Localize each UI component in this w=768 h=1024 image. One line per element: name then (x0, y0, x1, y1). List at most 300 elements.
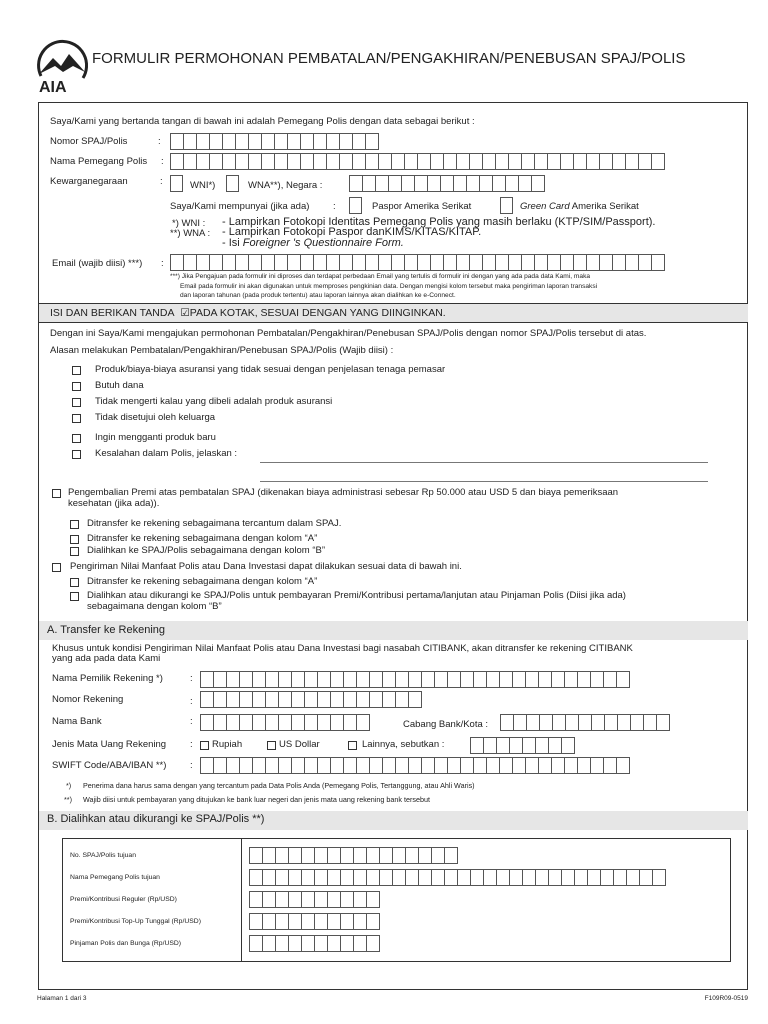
char-cell[interactable] (317, 671, 331, 688)
char-cell[interactable] (314, 869, 328, 886)
char-cell[interactable] (547, 254, 561, 271)
char-cell[interactable] (612, 254, 626, 271)
wna-checkbox[interactable] (226, 175, 239, 192)
char-cell[interactable] (612, 153, 626, 170)
reason-checkbox[interactable] (72, 366, 81, 375)
refund-option-checkbox[interactable] (70, 535, 79, 544)
char-cell[interactable] (301, 913, 315, 930)
char-cell[interactable] (356, 757, 370, 774)
char-cell[interactable] (278, 757, 292, 774)
char-cell[interactable] (330, 691, 344, 708)
char-cell[interactable] (291, 691, 305, 708)
reason-checkbox[interactable] (72, 414, 81, 423)
rupiah-checkbox[interactable] (200, 741, 209, 750)
char-cell[interactable] (248, 153, 262, 170)
char-cell[interactable] (470, 737, 484, 754)
char-cell[interactable] (565, 714, 579, 731)
char-cell[interactable] (625, 153, 639, 170)
char-cell[interactable] (460, 757, 474, 774)
char-cell[interactable] (521, 254, 535, 271)
char-cell[interactable] (252, 757, 266, 774)
char-cell[interactable] (460, 671, 474, 688)
char-cell[interactable] (366, 869, 380, 886)
char-cell[interactable] (314, 847, 328, 864)
benefit-checkbox[interactable] (52, 563, 61, 572)
char-cell[interactable] (291, 714, 305, 731)
char-cell[interactable] (170, 254, 184, 271)
char-cell[interactable] (651, 254, 665, 271)
char-cell[interactable] (586, 254, 600, 271)
char-cell[interactable] (252, 691, 266, 708)
char-cell[interactable] (564, 757, 578, 774)
char-cell[interactable] (574, 869, 588, 886)
char-cell[interactable] (209, 133, 223, 150)
char-cell[interactable] (577, 671, 591, 688)
char-cell[interactable] (262, 847, 276, 864)
char-cell[interactable] (314, 913, 328, 930)
char-cell[interactable] (434, 671, 448, 688)
char-cell[interactable] (427, 175, 441, 192)
char-cell[interactable] (405, 869, 419, 886)
char-cell[interactable] (222, 254, 236, 271)
branch-input[interactable] (500, 714, 669, 731)
char-cell[interactable] (564, 671, 578, 688)
char-cell[interactable] (288, 869, 302, 886)
reason-checkbox[interactable] (72, 450, 81, 459)
char-cell[interactable] (304, 714, 318, 731)
char-cell[interactable] (518, 175, 532, 192)
char-cell[interactable] (261, 133, 275, 150)
char-cell[interactable] (509, 737, 523, 754)
char-cell[interactable] (444, 847, 458, 864)
char-cell[interactable] (235, 153, 249, 170)
char-cell[interactable] (512, 757, 526, 774)
char-cell[interactable] (561, 737, 575, 754)
reason-checkbox[interactable] (72, 398, 81, 407)
char-cell[interactable] (213, 714, 227, 731)
swift-input[interactable] (200, 757, 629, 774)
char-cell[interactable] (304, 757, 318, 774)
char-cell[interactable] (249, 891, 263, 908)
char-cell[interactable] (275, 913, 289, 930)
char-cell[interactable] (521, 153, 535, 170)
char-cell[interactable] (365, 133, 379, 150)
char-cell[interactable] (249, 935, 263, 952)
char-cell[interactable] (353, 913, 367, 930)
char-cell[interactable] (340, 935, 354, 952)
char-cell[interactable] (599, 153, 613, 170)
char-cell[interactable] (548, 869, 562, 886)
char-cell[interactable] (343, 691, 357, 708)
char-cell[interactable] (418, 847, 432, 864)
char-cell[interactable] (469, 254, 483, 271)
char-cell[interactable] (262, 935, 276, 952)
char-cell[interactable] (288, 847, 302, 864)
char-cell[interactable] (301, 847, 315, 864)
bank-name-input[interactable] (200, 714, 369, 731)
char-cell[interactable] (239, 691, 253, 708)
char-cell[interactable] (226, 671, 240, 688)
char-cell[interactable] (404, 254, 418, 271)
char-cell[interactable] (643, 714, 657, 731)
char-cell[interactable] (352, 254, 366, 271)
char-cell[interactable] (200, 757, 214, 774)
char-cell[interactable] (366, 847, 380, 864)
reason-checkbox[interactable] (72, 434, 81, 443)
char-cell[interactable] (262, 913, 276, 930)
char-cell[interactable] (447, 757, 461, 774)
char-cell[interactable] (366, 935, 380, 952)
char-cell[interactable] (275, 869, 289, 886)
table-row-input[interactable] (249, 913, 379, 930)
char-cell[interactable] (170, 153, 184, 170)
char-cell[interactable] (551, 757, 565, 774)
char-cell[interactable] (200, 671, 214, 688)
char-cell[interactable] (391, 153, 405, 170)
char-cell[interactable] (388, 175, 402, 192)
account-owner-input[interactable] (200, 671, 629, 688)
explanation-line[interactable] (260, 462, 708, 463)
char-cell[interactable] (573, 254, 587, 271)
char-cell[interactable] (288, 891, 302, 908)
char-cell[interactable] (590, 671, 604, 688)
char-cell[interactable] (265, 714, 279, 731)
char-cell[interactable] (604, 714, 618, 731)
account-number-input[interactable] (200, 691, 421, 708)
char-cell[interactable] (239, 714, 253, 731)
char-cell[interactable] (444, 869, 458, 886)
char-cell[interactable] (249, 847, 263, 864)
char-cell[interactable] (408, 671, 422, 688)
char-cell[interactable] (391, 254, 405, 271)
char-cell[interactable] (431, 847, 445, 864)
char-cell[interactable] (183, 133, 197, 150)
char-cell[interactable] (421, 671, 435, 688)
char-cell[interactable] (317, 691, 331, 708)
char-cell[interactable] (365, 153, 379, 170)
char-cell[interactable] (366, 913, 380, 930)
char-cell[interactable] (587, 869, 601, 886)
char-cell[interactable] (482, 153, 496, 170)
char-cell[interactable] (340, 847, 354, 864)
char-cell[interactable] (248, 254, 262, 271)
char-cell[interactable] (339, 254, 353, 271)
char-cell[interactable] (525, 671, 539, 688)
char-cell[interactable] (378, 254, 392, 271)
char-cell[interactable] (496, 869, 510, 886)
char-cell[interactable] (327, 869, 341, 886)
char-cell[interactable] (395, 671, 409, 688)
char-cell[interactable] (301, 935, 315, 952)
char-cell[interactable] (249, 869, 263, 886)
char-cell[interactable] (278, 671, 292, 688)
char-cell[interactable] (440, 175, 454, 192)
char-cell[interactable] (470, 869, 484, 886)
char-cell[interactable] (630, 714, 644, 731)
char-cell[interactable] (404, 153, 418, 170)
char-cell[interactable] (196, 254, 210, 271)
char-cell[interactable] (222, 153, 236, 170)
char-cell[interactable] (508, 153, 522, 170)
char-cell[interactable] (535, 737, 549, 754)
char-cell[interactable] (430, 254, 444, 271)
char-cell[interactable] (287, 153, 301, 170)
char-cell[interactable] (453, 175, 467, 192)
char-cell[interactable] (414, 175, 428, 192)
char-cell[interactable] (443, 153, 457, 170)
char-cell[interactable] (343, 714, 357, 731)
char-cell[interactable] (431, 869, 445, 886)
char-cell[interactable] (492, 175, 506, 192)
table-row-input[interactable] (249, 891, 379, 908)
char-cell[interactable] (382, 691, 396, 708)
char-cell[interactable] (369, 691, 383, 708)
char-cell[interactable] (382, 671, 396, 688)
char-cell[interactable] (356, 691, 370, 708)
char-cell[interactable] (304, 691, 318, 708)
char-cell[interactable] (327, 913, 341, 930)
char-cell[interactable] (625, 254, 639, 271)
char-cell[interactable] (473, 757, 487, 774)
char-cell[interactable] (473, 671, 487, 688)
country-input[interactable] (349, 175, 544, 192)
char-cell[interactable] (326, 153, 340, 170)
char-cell[interactable] (291, 757, 305, 774)
usd-checkbox[interactable] (267, 741, 276, 750)
wni-checkbox[interactable] (170, 175, 183, 192)
char-cell[interactable] (375, 175, 389, 192)
reason-checkbox[interactable] (72, 382, 81, 391)
char-cell[interactable] (509, 869, 523, 886)
char-cell[interactable] (262, 869, 276, 886)
char-cell[interactable] (486, 671, 500, 688)
refund-checkbox[interactable] (52, 489, 61, 498)
char-cell[interactable] (616, 671, 630, 688)
char-cell[interactable] (526, 714, 540, 731)
char-cell[interactable] (274, 153, 288, 170)
char-cell[interactable] (265, 671, 279, 688)
char-cell[interactable] (340, 891, 354, 908)
char-cell[interactable] (405, 847, 419, 864)
char-cell[interactable] (531, 175, 545, 192)
char-cell[interactable] (392, 847, 406, 864)
char-cell[interactable] (638, 153, 652, 170)
char-cell[interactable] (538, 671, 552, 688)
char-cell[interactable] (616, 757, 630, 774)
char-cell[interactable] (330, 671, 344, 688)
char-cell[interactable] (352, 133, 366, 150)
char-cell[interactable] (408, 757, 422, 774)
char-cell[interactable] (539, 714, 553, 731)
char-cell[interactable] (226, 714, 240, 731)
char-cell[interactable] (499, 671, 513, 688)
table-row-input[interactable] (249, 935, 379, 952)
char-cell[interactable] (314, 935, 328, 952)
char-cell[interactable] (349, 175, 363, 192)
char-cell[interactable] (639, 869, 653, 886)
char-cell[interactable] (239, 671, 253, 688)
char-cell[interactable] (551, 671, 565, 688)
char-cell[interactable] (252, 714, 266, 731)
char-cell[interactable] (513, 714, 527, 731)
char-cell[interactable] (300, 254, 314, 271)
char-cell[interactable] (369, 671, 383, 688)
char-cell[interactable] (353, 847, 367, 864)
char-cell[interactable] (317, 714, 331, 731)
char-cell[interactable] (301, 869, 315, 886)
char-cell[interactable] (213, 671, 227, 688)
char-cell[interactable] (226, 691, 240, 708)
other-currency-checkbox[interactable] (348, 741, 357, 750)
char-cell[interactable] (599, 254, 613, 271)
other-currency-input[interactable] (470, 737, 574, 754)
table-row-input[interactable] (249, 847, 457, 864)
char-cell[interactable] (213, 757, 227, 774)
char-cell[interactable] (339, 133, 353, 150)
char-cell[interactable] (395, 757, 409, 774)
char-cell[interactable] (313, 133, 327, 150)
char-cell[interactable] (313, 153, 327, 170)
benefit-option-checkbox[interactable] (70, 578, 79, 587)
char-cell[interactable] (304, 671, 318, 688)
char-cell[interactable] (482, 254, 496, 271)
refund-option-checkbox[interactable] (70, 520, 79, 529)
char-cell[interactable] (249, 913, 263, 930)
char-cell[interactable] (226, 757, 240, 774)
char-cell[interactable] (213, 691, 227, 708)
char-cell[interactable] (417, 153, 431, 170)
char-cell[interactable] (353, 869, 367, 886)
char-cell[interactable] (603, 757, 617, 774)
char-cell[interactable] (330, 757, 344, 774)
char-cell[interactable] (534, 153, 548, 170)
char-cell[interactable] (301, 891, 315, 908)
char-cell[interactable] (265, 757, 279, 774)
holder-name-input[interactable] (170, 153, 664, 170)
char-cell[interactable] (495, 153, 509, 170)
char-cell[interactable] (626, 869, 640, 886)
char-cell[interactable] (200, 691, 214, 708)
char-cell[interactable] (327, 935, 341, 952)
char-cell[interactable] (522, 737, 536, 754)
explanation-line[interactable] (260, 481, 708, 482)
char-cell[interactable] (483, 869, 497, 886)
char-cell[interactable] (235, 133, 249, 150)
char-cell[interactable] (457, 869, 471, 886)
char-cell[interactable] (200, 714, 214, 731)
char-cell[interactable] (327, 847, 341, 864)
char-cell[interactable] (483, 737, 497, 754)
table-row-input[interactable] (249, 869, 665, 886)
char-cell[interactable] (417, 254, 431, 271)
char-cell[interactable] (447, 671, 461, 688)
char-cell[interactable] (382, 757, 396, 774)
char-cell[interactable] (275, 935, 289, 952)
char-cell[interactable] (352, 153, 366, 170)
char-cell[interactable] (362, 175, 376, 192)
char-cell[interactable] (300, 153, 314, 170)
char-cell[interactable] (291, 671, 305, 688)
char-cell[interactable] (603, 671, 617, 688)
char-cell[interactable] (317, 757, 331, 774)
char-cell[interactable] (235, 254, 249, 271)
char-cell[interactable] (479, 175, 493, 192)
char-cell[interactable] (505, 175, 519, 192)
char-cell[interactable] (534, 254, 548, 271)
char-cell[interactable] (248, 133, 262, 150)
char-cell[interactable] (613, 869, 627, 886)
char-cell[interactable] (369, 757, 383, 774)
char-cell[interactable] (651, 153, 665, 170)
char-cell[interactable] (591, 714, 605, 731)
char-cell[interactable] (548, 737, 562, 754)
char-cell[interactable] (314, 891, 328, 908)
char-cell[interactable] (638, 254, 652, 271)
char-cell[interactable] (499, 757, 513, 774)
char-cell[interactable] (434, 757, 448, 774)
char-cell[interactable] (252, 671, 266, 688)
char-cell[interactable] (183, 153, 197, 170)
char-cell[interactable] (340, 913, 354, 930)
char-cell[interactable] (466, 175, 480, 192)
char-cell[interactable] (209, 153, 223, 170)
char-cell[interactable] (274, 254, 288, 271)
char-cell[interactable] (456, 254, 470, 271)
char-cell[interactable] (356, 671, 370, 688)
char-cell[interactable] (209, 254, 223, 271)
char-cell[interactable] (356, 714, 370, 731)
char-cell[interactable] (560, 153, 574, 170)
char-cell[interactable] (512, 671, 526, 688)
char-cell[interactable] (590, 757, 604, 774)
char-cell[interactable] (456, 153, 470, 170)
char-cell[interactable] (343, 671, 357, 688)
spaj-number-input[interactable] (170, 133, 378, 150)
char-cell[interactable] (278, 714, 292, 731)
char-cell[interactable] (288, 935, 302, 952)
char-cell[interactable] (287, 133, 301, 150)
char-cell[interactable] (288, 913, 302, 930)
char-cell[interactable] (508, 254, 522, 271)
char-cell[interactable] (366, 891, 380, 908)
char-cell[interactable] (395, 691, 409, 708)
char-cell[interactable] (401, 175, 415, 192)
char-cell[interactable] (443, 254, 457, 271)
char-cell[interactable] (300, 133, 314, 150)
char-cell[interactable] (525, 757, 539, 774)
char-cell[interactable] (552, 714, 566, 731)
char-cell[interactable] (353, 891, 367, 908)
char-cell[interactable] (392, 869, 406, 886)
char-cell[interactable] (261, 153, 275, 170)
char-cell[interactable] (378, 153, 392, 170)
char-cell[interactable] (421, 757, 435, 774)
char-cell[interactable] (353, 935, 367, 952)
char-cell[interactable] (600, 869, 614, 886)
char-cell[interactable] (278, 691, 292, 708)
char-cell[interactable] (326, 133, 340, 150)
char-cell[interactable] (239, 757, 253, 774)
char-cell[interactable] (617, 714, 631, 731)
char-cell[interactable] (469, 153, 483, 170)
char-cell[interactable] (586, 153, 600, 170)
char-cell[interactable] (430, 153, 444, 170)
char-cell[interactable] (287, 254, 301, 271)
char-cell[interactable] (274, 133, 288, 150)
us-passport-checkbox[interactable] (349, 197, 362, 214)
green-card-checkbox[interactable] (500, 197, 513, 214)
char-cell[interactable] (379, 869, 393, 886)
